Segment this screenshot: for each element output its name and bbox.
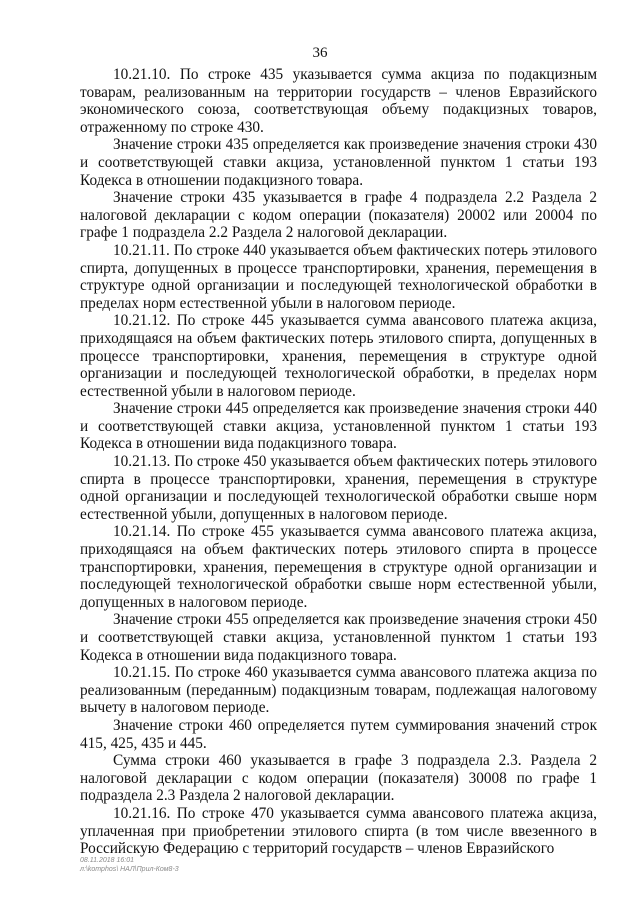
footer-file-path: л:\komphos\ НАЛ\Прил-Ком8-3	[80, 866, 179, 873]
paragraph-10-21-15: 10.21.15. По строке 460 указывается сумма авансового платежа акциза по реализованным (переданным) подакцизным товарам, подлежащая налоговому вычету в налоговом периоде.	[80, 664, 597, 717]
page-number: 36	[312, 45, 328, 61]
footer-timestamp: 08.11.2018 16:01	[80, 857, 134, 864]
paragraph-line-445-calc: Значение строки 445 определяется как произведение значения строки 440 и соответствующей ставки акциза, установленной пунктом 1 статьи 193 Кодекса в отношении вида подакцизного товара.	[80, 400, 597, 453]
paragraph-10-21-11: 10.21.11. По строке 440 указывается объем фактических потерь этилового спирта, допущенных в процессе транспортировки, хранения, перемещения в структуре одной организации и последующей технологической обработки в пределах норм естественной убыли в налоговом периоде.	[80, 241, 597, 312]
paragraph-line-460-placement: Сумма строки 460 указывается в графе 3 подраздела 2.3. Раздела 2 налоговой декларации с кодом операции (показателя) 30008 по графе 1 подраздела 2.3 Раздела 2 налоговой декларации.	[80, 752, 597, 805]
document-body	[80, 66, 597, 858]
paragraph-line-435-calc: Значение строки 435 определяется как произведение значения строки 430 и соответствующей ставки акциза, установленной пунктом 1 статьи 193 Кодекса в отношении подакцизного товара.	[80, 136, 597, 189]
paragraph-10-21-10: 10.21.10. По строке 435 указывается сумма акциза по подакцизным товарам, реализованным на территории государств – членов Евразийского экономического союза, соответствующая объему подакцизных товаров, отраженному по строке 430.	[80, 66, 597, 136]
document-footer	[80, 856, 179, 874]
paragraph-line-460-calc: Значение строки 460 определяется путем суммирования значений строк 415, 425, 435 и 445.	[80, 716, 597, 752]
paragraph-line-435-placement: Значение строки 435 указывается в графе 4 подраздела 2.2 Раздела 2 налоговой декларации с кодом операции (показателя) 20002 или 20004 по графе 1 подраздела 2.2 Раздела 2 налоговой декларации.	[80, 189, 597, 242]
paragraph-line-455-calc: Значение строки 455 определяется как произведение значения строки 450 и соответствующей ставки акциза, установленной пунктом 1 статьи 193 Кодекса в отношении вида подакцизного товара.	[80, 611, 597, 664]
paragraph-10-21-14: 10.21.14. По строке 455 указывается сумма авансового платежа акциза, приходящаяся на объем фактических потерь этилового спирта в процессе транспортировки, хранения, перемещения в структуре одной организации и последующей технологической обработки свыше норм естественной убыли, допущенных в налоговом периоде.	[80, 523, 597, 611]
paragraph-10-21-16: 10.21.16. По строке 470 указывается сумма авансового платежа акциза, уплаченная при приобретении этилового спирта (в том числе ввезенного в Российскую Федерацию с территорий государств – членов Евразийского	[80, 804, 597, 858]
paragraph-10-21-12: 10.21.12. По строке 445 указывается сумма авансового платежа акциза, приходящаяся на объем фактических потерь этилового спирта, допущенных в процессе транспортировки, хранения, перемещения в структуре одной организации и последующей технологической обработки, в пределах норм естественной убыли в налоговом периоде.	[80, 312, 597, 400]
paragraph-10-21-13: 10.21.13. По строке 450 указывается объем фактических потерь этилового спирта в процессе транспортировки, хранения, перемещения в структуре одной организации и последующей технологической обработки свыше норм естественной убыли, допущенных в налоговом периоде.	[80, 453, 597, 523]
